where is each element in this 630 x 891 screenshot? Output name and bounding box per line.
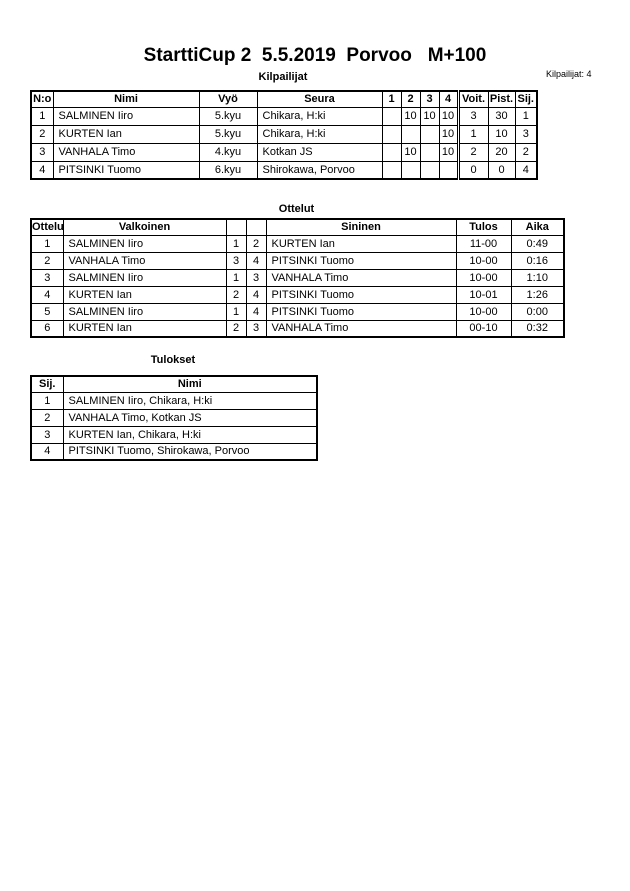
- cell-match-no: 5: [31, 303, 63, 320]
- cell-score-3: [420, 143, 439, 161]
- header-nimi: Nimi: [63, 376, 317, 392]
- cell-match-no: 2: [31, 252, 63, 269]
- cell-belt: 5.kyu: [199, 125, 257, 143]
- cell-no: 3: [31, 143, 53, 161]
- header-nimi: Nimi: [53, 91, 199, 107]
- cell-blue-no: 4: [246, 303, 266, 320]
- cell-points: 10: [488, 125, 515, 143]
- match-row: [31, 286, 564, 303]
- header-opp-3: 3: [420, 91, 439, 107]
- cell-time: 1:26: [511, 286, 564, 303]
- cell-score-1: [382, 125, 401, 143]
- header-aika: Aika: [511, 219, 564, 235]
- cell-white-no: 1: [226, 235, 246, 252]
- cell-place: 3: [515, 125, 537, 143]
- match-row: [31, 269, 564, 286]
- cell-score-1: [382, 107, 401, 125]
- section-title-competitors: Kilpailijat: [258, 71, 308, 83]
- cell-no: 4: [31, 161, 53, 179]
- cell-time: 1:10: [511, 269, 564, 286]
- cell-points: 0: [488, 161, 515, 179]
- cell-points: 30: [488, 107, 515, 125]
- result-row: [31, 409, 317, 426]
- cell-white-no: 3: [226, 252, 246, 269]
- cell-belt: 4.kyu: [199, 143, 257, 161]
- cell-name: KURTEN Ian: [53, 125, 199, 143]
- cell-time: 0:32: [511, 320, 564, 337]
- competitor-row: [31, 107, 537, 125]
- cell-wins: 3: [458, 107, 488, 125]
- cell-time: 0:49: [511, 235, 564, 252]
- cell-place: 1: [31, 392, 63, 409]
- competitor-row: [31, 125, 537, 143]
- cell-match-no: 6: [31, 320, 63, 337]
- cell-score: 10-00: [456, 269, 511, 286]
- competitors-header-row: [31, 91, 537, 107]
- cell-blue-no: 2: [246, 235, 266, 252]
- cell-white-no: 1: [226, 269, 246, 286]
- cell-time: 0:16: [511, 252, 564, 269]
- cell-white-no: 2: [226, 320, 246, 337]
- header-ottelu: Ottelu: [31, 219, 63, 235]
- cell-club: Shirokawa, Porvoo: [257, 161, 382, 179]
- cell-place: 2: [515, 143, 537, 161]
- header-no: N:o: [31, 91, 53, 107]
- cell-white-no: 2: [226, 286, 246, 303]
- cell-no: 2: [31, 125, 53, 143]
- header-seura: Seura: [257, 91, 382, 107]
- cell-name: SALMINEN Iiro: [53, 107, 199, 125]
- cell-club: Chikara, H:ki: [257, 107, 382, 125]
- cell-blue: PITSINKI Tuomo: [266, 286, 456, 303]
- page-title: StarttiCup 2 5.5.2019 Porvoo M+100: [143, 45, 487, 66]
- competitor-count-label: Kilpailijat: 4: [546, 69, 592, 79]
- cell-blue-no: 3: [246, 320, 266, 337]
- cell-score-4: [439, 161, 458, 179]
- cell-blue: PITSINKI Tuomo: [266, 252, 456, 269]
- cell-blue-no: 4: [246, 286, 266, 303]
- match-row: [31, 303, 564, 320]
- cell-white: SALMINEN Iiro: [63, 235, 226, 252]
- cell-blue-no: 4: [246, 252, 266, 269]
- cell-score-1: [382, 143, 401, 161]
- cell-score-3: [420, 161, 439, 179]
- cell-club: Chikara, H:ki: [257, 125, 382, 143]
- header-sij: Sij.: [31, 376, 63, 392]
- cell-score: 11-00: [456, 235, 511, 252]
- cell-blue: KURTEN Ian: [266, 235, 456, 252]
- header-valkoinen: Valkoinen: [63, 219, 226, 235]
- header-opp-4: 4: [439, 91, 458, 107]
- cell-score-4: 10: [439, 125, 458, 143]
- cell-place: 4: [515, 161, 537, 179]
- cell-white: SALMINEN Iiro: [63, 303, 226, 320]
- match-row: [31, 252, 564, 269]
- cell-points: 20: [488, 143, 515, 161]
- competitors-table: [30, 90, 538, 180]
- header-blue-no: [246, 219, 266, 235]
- cell-belt: 5.kyu: [199, 107, 257, 125]
- cell-name: PITSINKI Tuomo: [53, 161, 199, 179]
- cell-name: VANHALA Timo: [53, 143, 199, 161]
- cell-name: SALMINEN Iiro, Chikara, H:ki: [63, 392, 317, 409]
- cell-score: 10-01: [456, 286, 511, 303]
- header-tulos: Tulos: [456, 219, 511, 235]
- cell-blue: PITSINKI Tuomo: [266, 303, 456, 320]
- cell-match-no: 4: [31, 286, 63, 303]
- header-sininen: Sininen: [266, 219, 456, 235]
- header-vyo: Vyö: [199, 91, 257, 107]
- header-pist: Pist.: [488, 91, 515, 107]
- result-row: [31, 426, 317, 443]
- cell-score-4: 10: [439, 143, 458, 161]
- cell-white: SALMINEN Iiro: [63, 269, 226, 286]
- cell-name: VANHALA Timo, Kotkan JS: [63, 409, 317, 426]
- cell-place: 3: [31, 426, 63, 443]
- cell-white: KURTEN Ian: [63, 286, 226, 303]
- results-table: [30, 375, 318, 461]
- cell-name: PITSINKI Tuomo, Shirokawa, Porvoo: [63, 443, 317, 460]
- cell-score-3: [420, 125, 439, 143]
- match-row: [31, 320, 564, 337]
- matches-table: [30, 218, 565, 338]
- cell-score-2: 10: [401, 107, 420, 125]
- cell-wins: 1: [458, 125, 488, 143]
- cell-wins: 2: [458, 143, 488, 161]
- header-opp-2: 2: [401, 91, 420, 107]
- cell-score: 00-10: [456, 320, 511, 337]
- cell-no: 1: [31, 107, 53, 125]
- cell-blue-no: 3: [246, 269, 266, 286]
- cell-score: 10-00: [456, 303, 511, 320]
- cell-score-2: 10: [401, 143, 420, 161]
- cell-score-1: [382, 161, 401, 179]
- header-sij: Sij.: [515, 91, 537, 107]
- cell-score-3: 10: [420, 107, 439, 125]
- cell-blue: VANHALA Timo: [266, 269, 456, 286]
- header-opp-1: 1: [382, 91, 401, 107]
- cell-wins: 0: [458, 161, 488, 179]
- cell-time: 0:00: [511, 303, 564, 320]
- header-voit: Voit.: [458, 91, 488, 107]
- cell-match-no: 3: [31, 269, 63, 286]
- section-title-matches: Ottelut: [278, 203, 315, 215]
- cell-blue: VANHALA Timo: [266, 320, 456, 337]
- cell-white: KURTEN Ian: [63, 320, 226, 337]
- competitor-row: [31, 161, 537, 179]
- matches-header-row: [31, 219, 564, 235]
- cell-belt: 6.kyu: [199, 161, 257, 179]
- result-row: [31, 443, 317, 460]
- competitor-row: [31, 143, 537, 161]
- result-row: [31, 392, 317, 409]
- cell-place: 4: [31, 443, 63, 460]
- cell-place: 1: [515, 107, 537, 125]
- cell-score-2: [401, 125, 420, 143]
- cell-match-no: 1: [31, 235, 63, 252]
- cell-club: Kotkan JS: [257, 143, 382, 161]
- cell-white: VANHALA Timo: [63, 252, 226, 269]
- cell-score-4: 10: [439, 107, 458, 125]
- results-header-row: [31, 376, 317, 392]
- section-title-results: Tulokset: [150, 354, 196, 366]
- match-row: [31, 235, 564, 252]
- cell-name: KURTEN Ian, Chikara, H:ki: [63, 426, 317, 443]
- cell-white-no: 1: [226, 303, 246, 320]
- cell-score-2: [401, 161, 420, 179]
- cell-score: 10-00: [456, 252, 511, 269]
- cell-place: 2: [31, 409, 63, 426]
- header-white-no: [226, 219, 246, 235]
